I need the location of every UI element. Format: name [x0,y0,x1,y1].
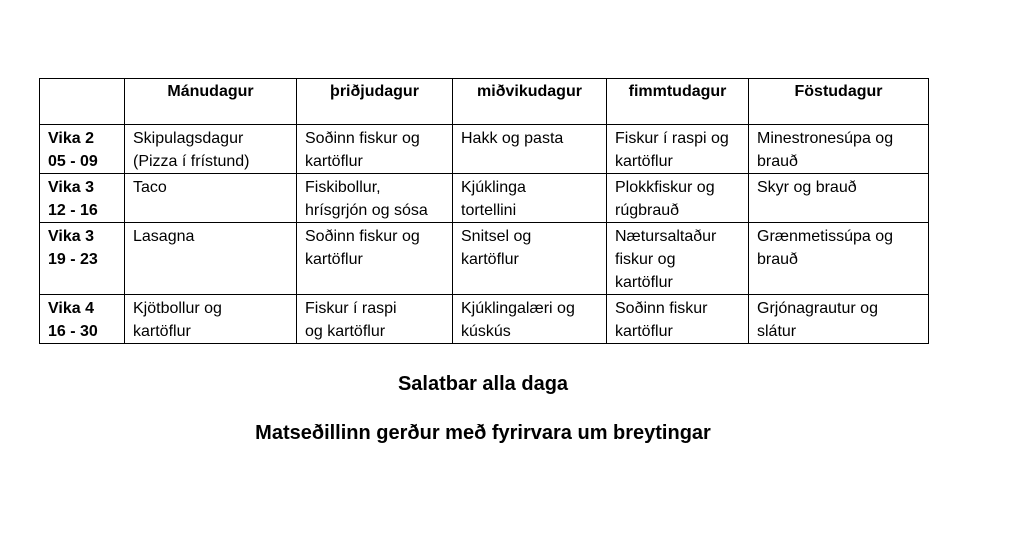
menu-text: Soðinn fiskur og [305,130,420,147]
menu-text: Fiskur í raspi og [615,130,729,147]
menu-cell-monday [125,223,297,295]
menu-cell-wednesday [453,223,607,295]
menu-text: fiskur og [615,251,676,268]
table-row [40,125,929,174]
menu-text: Skyr og brauð [757,179,857,196]
menu-text: kartöflur [615,153,673,170]
header-cell-friday: Föstudagur [749,79,929,125]
menu-cell-wednesday [453,174,607,223]
menu-cell-tuesday [297,125,453,174]
header-cell-wednesday: miðvikudagur [453,79,607,125]
menu-text: rúgbrauð [615,202,680,219]
menu-cell-thursday [607,223,749,295]
menu-text: hrísgrjón og sósa [305,202,428,219]
menu-text: brauð [757,251,798,268]
menu-text: Taco [133,179,167,196]
menu-text: kartöflur [133,323,191,340]
menu-text: Grænmetissúpa og [757,228,894,245]
menu-text: kartöflur [461,251,519,268]
menu-cell-wednesday [453,125,607,174]
menu-text: kartöflur [615,323,673,340]
menu-cell-friday [749,295,929,344]
week-cell [40,125,125,174]
menu-text: brauð [757,153,798,170]
menu-cell-tuesday [297,223,453,295]
menu-text: Kjúklingalæri og [461,300,575,317]
week-dates: 16 - 30 [48,323,98,340]
table-row [40,223,929,295]
menu-text: Skipulagsdagur [133,130,244,147]
menu-text: Minestronesúpa og [757,130,894,147]
menu-cell-monday [125,295,297,344]
week-dates: 05 - 09 [48,153,98,170]
menu-text: tortellini [461,202,517,219]
menu-cell-friday [749,223,929,295]
header-row [40,79,929,125]
menu-text: Soðinn fiskur og [305,228,420,245]
menu-cell-monday [125,174,297,223]
menu-text: kúskús [461,323,511,340]
menu-cell-monday [125,125,297,174]
menu-text: Kjúklinga [461,179,526,196]
menu-cell-friday [749,174,929,223]
table-row [40,295,929,344]
menu-cell-tuesday [297,295,453,344]
week-cell [40,174,125,223]
header-cell-monday: Mánudagur [125,79,297,125]
disclaimer-note: Matseðillinn gerður með fyrirvara um breytingar [255,422,711,444]
menu-text: kartöflur [305,251,363,268]
salad-bar-note: Salatbar alla daga [397,373,569,395]
header-cell-corner [40,79,125,125]
menu-cell-tuesday [297,174,453,223]
menu-text: Snitsel og [461,228,532,245]
menu-text: Fiskur í raspi [305,300,397,317]
week-label: Vika 4 [48,300,94,317]
menu-text: Kjötbollur og [133,300,222,317]
menu-text: Plokkfiskur og [615,179,715,196]
week-label: Vika 3 [48,179,94,196]
menu-text: og kartöflur [305,323,386,340]
week-cell [40,223,125,295]
menu-text: Fiskibollur, [305,179,381,196]
week-label: Vika 2 [48,130,94,147]
menu-cell-wednesday [453,295,607,344]
week-cell [40,295,125,344]
week-label: Vika 3 [48,228,94,245]
menu-text: Hakk og pasta [461,130,564,147]
menu-text: Soðinn fiskur [615,300,708,317]
menu-text: Nætursaltaður [615,228,717,245]
table-row [40,174,929,223]
menu-cell-thursday [607,125,749,174]
menu-table [39,78,929,344]
menu-cell-friday [749,125,929,174]
header-cell-tuesday: þriðjudagur [297,79,453,125]
menu-text: Lasagna [133,228,195,245]
menu-text: kartöflur [305,153,363,170]
week-dates: 12 - 16 [48,202,98,219]
menu-cell-thursday [607,174,749,223]
menu-cell-thursday [607,295,749,344]
menu-text: (Pizza í frístund) [133,153,250,170]
menu-text: slátur [757,323,797,340]
week-dates: 19 - 23 [48,251,98,268]
header-cell-thursday: fimmtudagur [607,79,749,125]
menu-text: Grjónagrautur og [757,300,878,317]
menu-text: kartöflur [615,274,673,291]
